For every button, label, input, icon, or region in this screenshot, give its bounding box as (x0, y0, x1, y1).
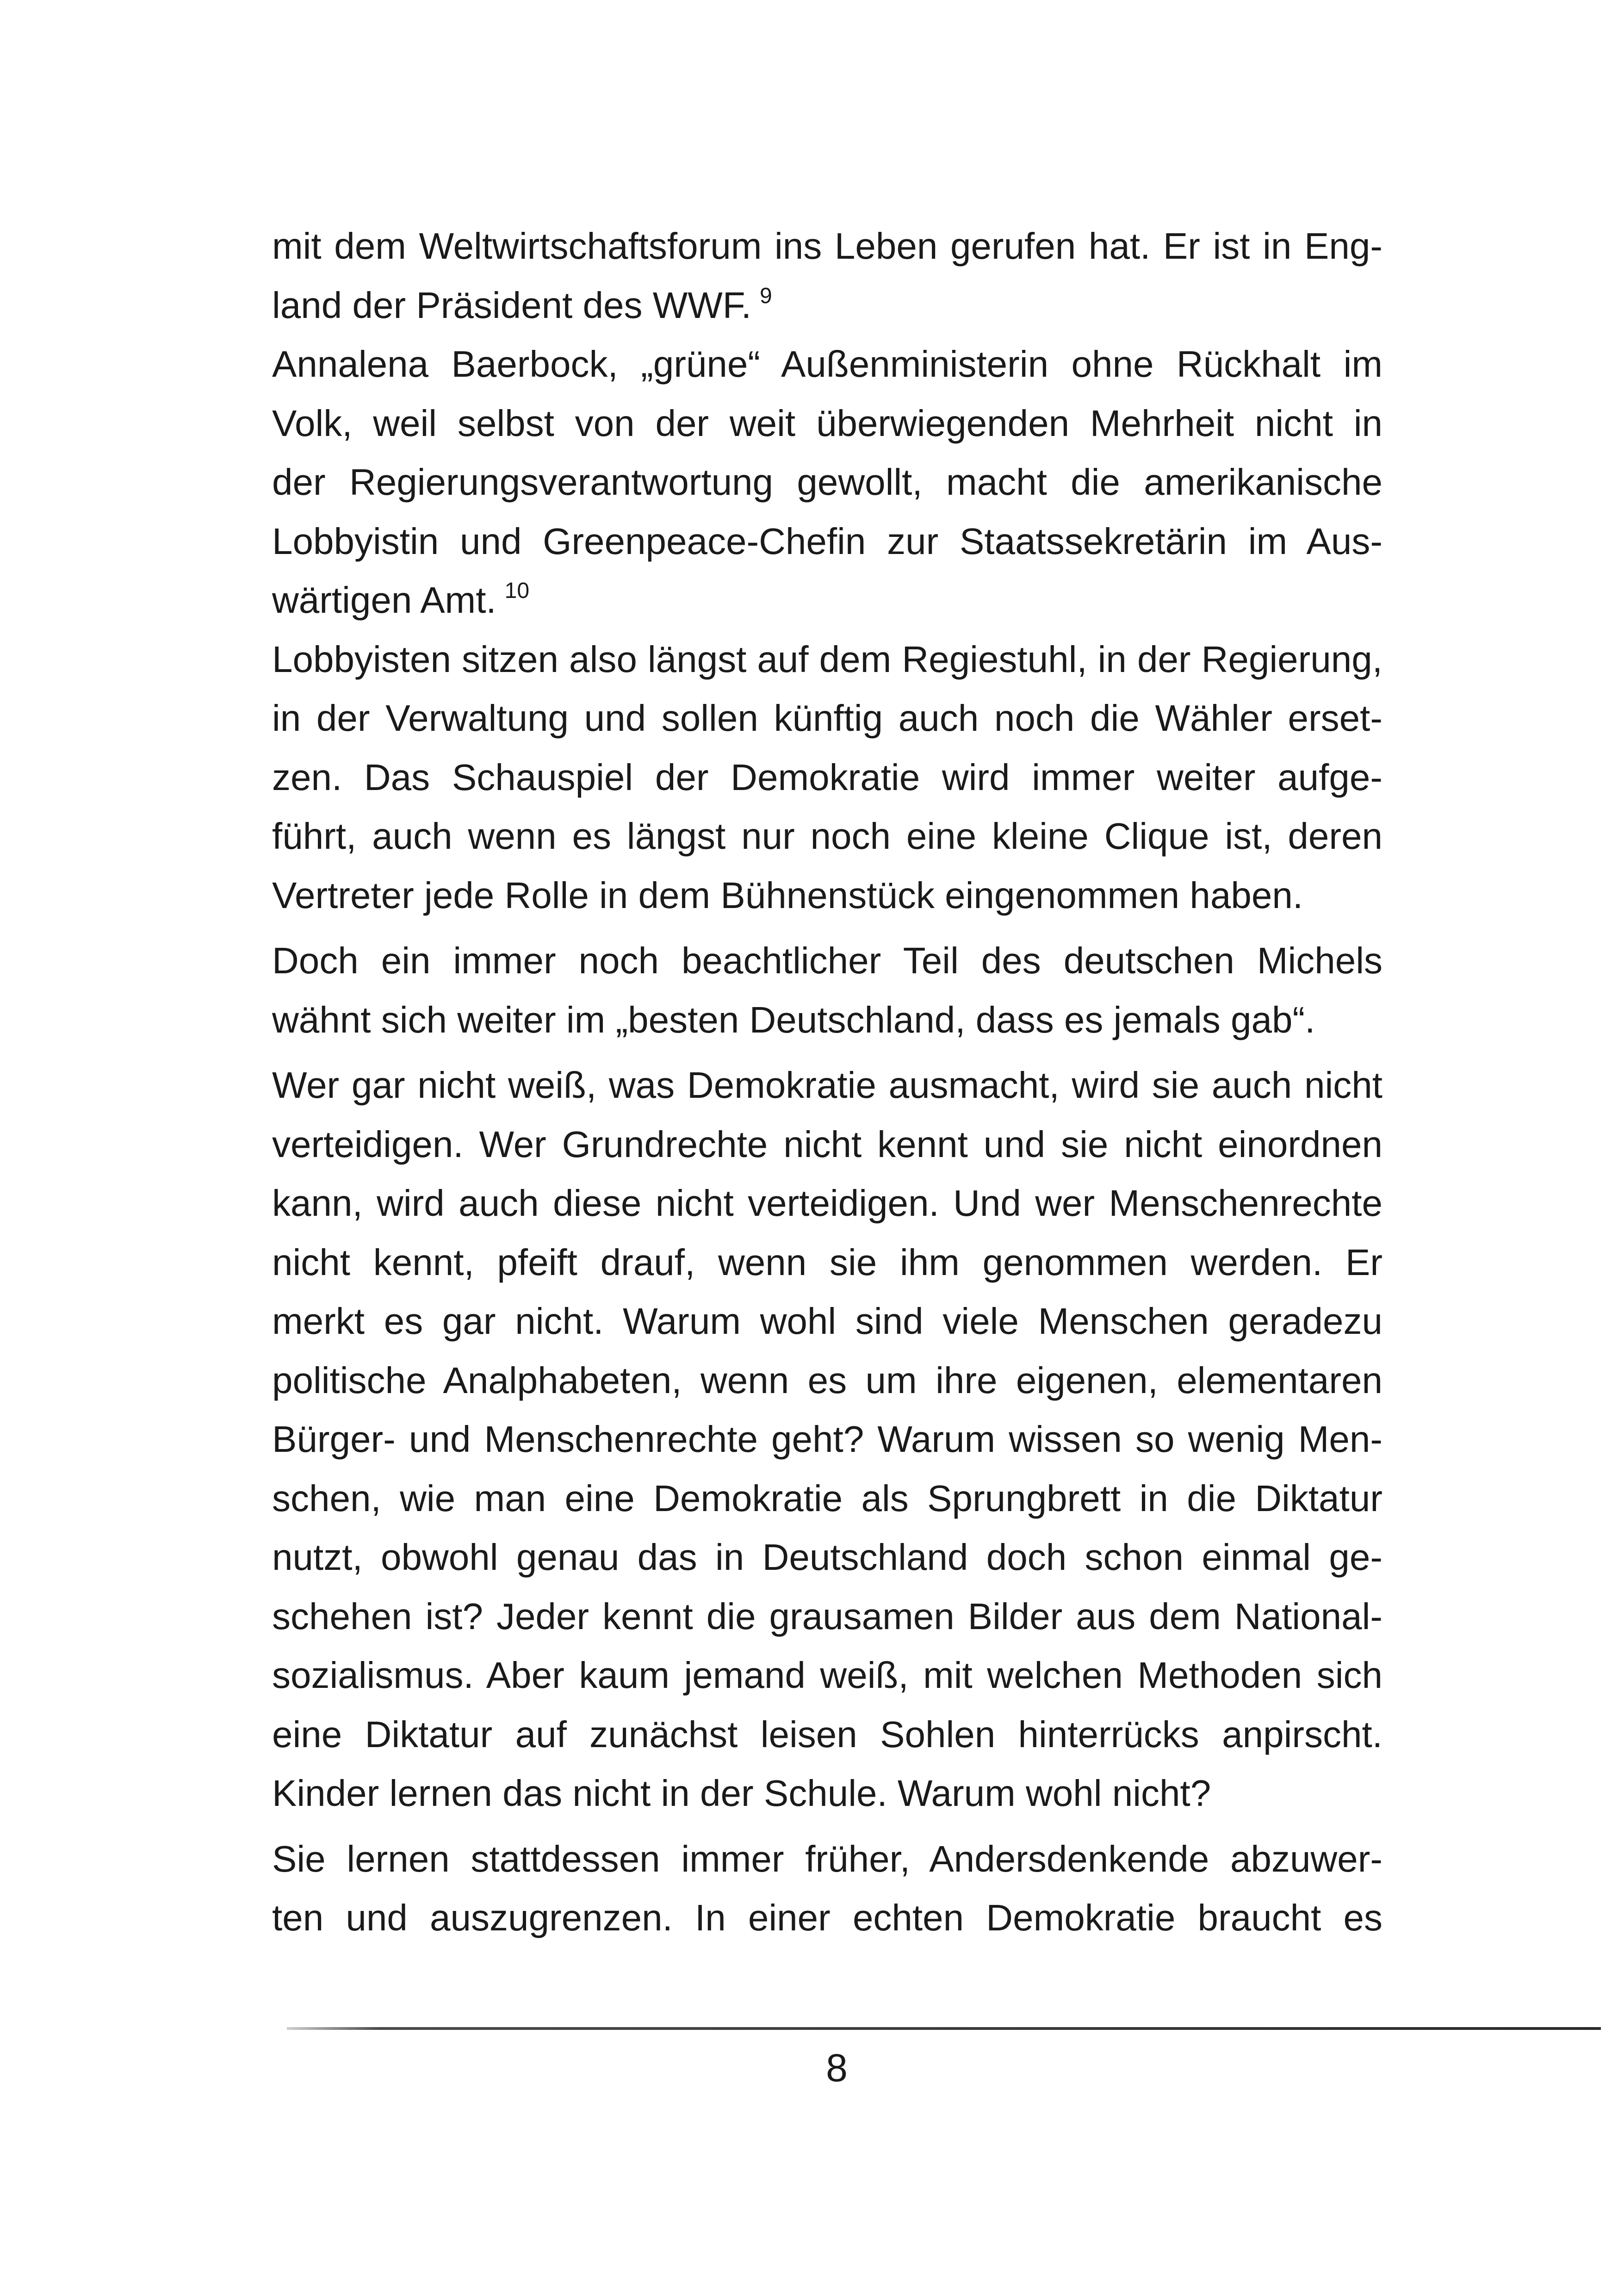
text-line-content: merkt es gar nicht. Warum wohl sind viele Menschen geradezu (272, 1300, 1382, 1342)
text-line-content: wärtigen Amt. (272, 579, 496, 621)
text-line (272, 1587, 1382, 1646)
text-line (272, 571, 1382, 630)
text-line-content: mit dem Weltwirtschaftsforum ins Leben gerufen hat. Er ist in Eng- (272, 225, 1382, 267)
text-line-content: schen, wie man eine Demokratie als Sprungbrett in die Diktatur (272, 1477, 1382, 1519)
text-line-content: eine Diktatur auf zunächst leisen Sohlen hinterrücks anpirscht. (272, 1713, 1382, 1755)
text-line (272, 1469, 1382, 1528)
text-line (272, 217, 1382, 276)
text-line-content: land der Präsident des WWF. (272, 284, 751, 326)
text-line (272, 1705, 1382, 1764)
text-line (272, 1056, 1382, 1115)
text-line-content: in der Verwaltung und sollen künftig auch noch die Wähler erset- (272, 697, 1382, 739)
footnote-marker: 9 (759, 283, 772, 308)
text-line-content: Lobbyistin und Greenpeace-Chefin zur Staatssekretärin im Aus- (272, 520, 1382, 562)
body-text (272, 217, 1382, 1948)
text-line (272, 1888, 1382, 1948)
text-line (272, 689, 1382, 748)
text-line (272, 394, 1382, 453)
footnote-marker: 10 (504, 579, 530, 603)
text-line (272, 1351, 1382, 1410)
text-line (272, 1115, 1382, 1174)
page-number: 8 (826, 2046, 848, 2090)
text-line-content: schehen ist? Jeder kennt die grausamen Bilder aus dem National- (272, 1595, 1382, 1637)
text-line-content: kann, wird auch diese nicht verteidigen. Und wer Menschenrechte (272, 1182, 1382, 1224)
text-line-content: wähnt sich weiter im „besten Deutschland, dass es jemals gab“. (272, 999, 1315, 1040)
text-line (272, 1764, 1382, 1823)
text-line-content: Sie lernen stattdessen immer früher, Andersdenkende abzuwer- (272, 1838, 1382, 1879)
text-line (272, 1528, 1382, 1587)
text-line-content: führt, auch wenn es längst nur noch eine kleine Clique ist, deren (272, 815, 1382, 857)
text-line-content: Vertreter jede Rolle in dem Bühnenstück eingenommen haben. (272, 874, 1303, 916)
text-line-content: nutzt, obwohl genau das in Deutschland doch schon einmal ge- (272, 1537, 1382, 1578)
text-line-content: Doch ein immer noch beachtlicher Teil des deutschen Michels (272, 940, 1382, 981)
text-line-content: nicht kennt, pfeift drauf, wenn sie ihm genommen werden. Er (272, 1241, 1382, 1283)
text-line-content: Kinder lernen das nicht in der Schule. Warum wohl nicht? (272, 1773, 1211, 1814)
text-line-content: Annalena Baerbock, „grüne“ Außenministerin ohne Rückhalt im (272, 343, 1382, 385)
text-line (272, 748, 1382, 807)
text-line (272, 1292, 1382, 1351)
text-line (272, 807, 1382, 866)
text-line (272, 990, 1382, 1050)
text-line-content: zen. Das Schauspiel der Demokratie wird immer weiter aufge- (272, 756, 1382, 798)
text-line (272, 630, 1382, 689)
text-line (272, 1174, 1382, 1233)
text-line (272, 335, 1382, 394)
text-line-content: ten und auszugrenzen. In einer echten Demokratie braucht es (272, 1897, 1382, 1938)
text-line (272, 1646, 1382, 1705)
text-line (272, 931, 1382, 990)
text-line (272, 453, 1382, 512)
text-line (272, 276, 1382, 335)
text-line-content: Lobbyisten sitzen also längst auf dem Regiestuhl, in der Regierung, (272, 638, 1382, 680)
text-line (272, 1410, 1382, 1469)
text-line-content: Wer gar nicht weiß, was Demokratie ausmacht, wird sie auch nicht (272, 1064, 1382, 1106)
footer-divider (287, 2027, 1601, 2030)
text-line (272, 512, 1382, 571)
text-line (272, 866, 1382, 925)
text-line-content: Volk, weil selbst von der weit überwiegenden Mehrheit nicht in (272, 402, 1382, 444)
text-line (272, 1233, 1382, 1292)
text-line-content: der Regierungsverantwortung gewollt, macht die amerikanische (272, 461, 1382, 503)
text-line (272, 1829, 1382, 1889)
text-line-content: politische Analphabeten, wenn es um ihre eigenen, elementaren (272, 1359, 1382, 1401)
text-line-content: sozialismus. Aber kaum jemand weiß, mit welchen Methoden sich (272, 1655, 1382, 1696)
text-line-content: Bürger- und Menschenrechte geht? Warum wissen so wenig Men- (272, 1419, 1382, 1460)
text-line-content: verteidigen. Wer Grundrechte nicht kennt und sie nicht einordnen (272, 1123, 1382, 1165)
